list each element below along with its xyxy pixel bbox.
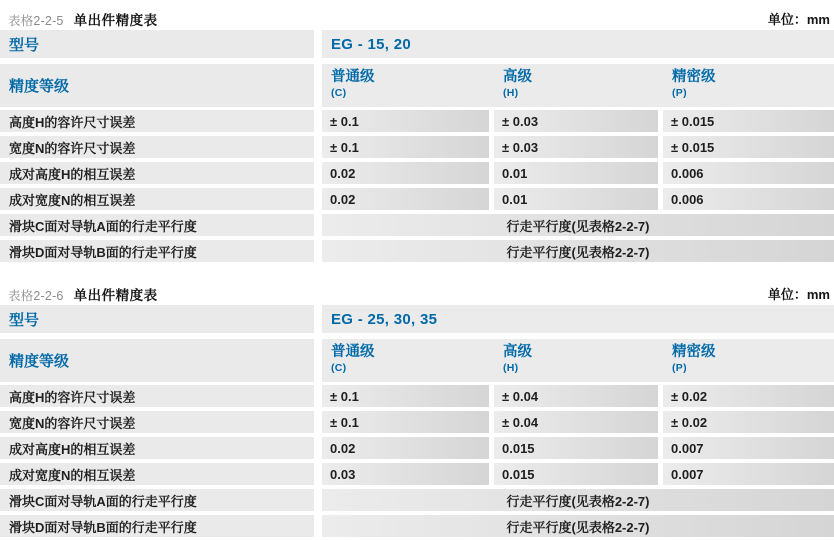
row-label: 宽度N的容许尺寸误差 xyxy=(0,411,314,433)
table-spacer xyxy=(0,266,834,281)
unit-note: 单位：mm xyxy=(767,12,830,27)
table-row-parallelism xyxy=(0,515,834,537)
value-cell-high: ± 0.04 xyxy=(494,411,658,433)
value-cell-precision: 0.007 xyxy=(663,463,834,485)
column-header-normal: 普通级 (C) xyxy=(331,69,375,99)
value-cell-precision: ± 0.02 xyxy=(663,385,834,407)
column-header-high: 高级 (H) xyxy=(503,344,532,374)
column-header-normal: 普通级 (C) xyxy=(331,344,375,374)
value-cell-high: ± 0.03 xyxy=(494,110,658,132)
table-row-parallelism xyxy=(0,489,834,511)
grade-header-row xyxy=(0,339,834,382)
table-row-parallelism xyxy=(0,240,834,262)
parallelism-span-cell: 行走平行度(见表格2-2-7) xyxy=(322,240,834,262)
value-cell-normal: ± 0.1 xyxy=(322,385,489,407)
parallelism-span-cell: 行走平行度(见表格2-2-7) xyxy=(322,515,834,537)
row-label: 宽度N的容许尺寸误差 xyxy=(0,136,314,158)
table-row xyxy=(0,437,834,459)
value-cell-precision: 0.006 xyxy=(663,188,834,210)
table-caption xyxy=(8,284,158,304)
spec-table-2-2-6 xyxy=(0,281,834,537)
row-label: 成对高度H的相互误差 xyxy=(0,162,314,184)
value-cell-normal: ± 0.1 xyxy=(322,411,489,433)
value-cell-normal: ± 0.1 xyxy=(322,110,489,132)
spec-table-2-2-5 xyxy=(0,6,834,262)
table-row xyxy=(0,188,834,210)
value-cell-precision: 0.006 xyxy=(663,162,834,184)
value-cell-high: ± 0.04 xyxy=(494,385,658,407)
value-cell-normal: 0.03 xyxy=(322,463,489,485)
table-row xyxy=(0,162,834,184)
grade-label: 精度等级 xyxy=(0,64,314,107)
parallelism-span-cell: 行走平行度(见表格2-2-7) xyxy=(322,214,834,236)
model-row xyxy=(0,305,834,333)
value-cell-high: ± 0.03 xyxy=(494,136,658,158)
value-cell-normal: 0.02 xyxy=(322,162,489,184)
parallelism-span-cell: 行走平行度(见表格2-2-7) xyxy=(322,489,834,511)
unit-note: 单位：mm xyxy=(767,287,830,302)
model-row xyxy=(0,30,834,58)
model-value: EG - 15, 20 xyxy=(322,30,834,58)
row-label: 成对宽度N的相互误差 xyxy=(0,188,314,210)
table-title: 单出件精度表 xyxy=(73,13,158,28)
value-cell-precision: ± 0.02 xyxy=(663,411,834,433)
table-tag: 表格2-2-6 xyxy=(8,289,64,303)
value-cell-high: 0.015 xyxy=(494,463,658,485)
grade-columns-cell xyxy=(322,64,834,107)
table-row xyxy=(0,385,834,407)
value-cell-precision: ± 0.015 xyxy=(663,136,834,158)
row-label: 滑块C面对导轨A面的行走平行度 xyxy=(0,214,314,236)
value-cell-high: 0.015 xyxy=(494,437,658,459)
value-cell-precision: ± 0.015 xyxy=(663,110,834,132)
row-label: 滑块D面对导轨B面的行走平行度 xyxy=(0,240,314,262)
row-label: 滑块C面对导轨A面的行走平行度 xyxy=(0,489,314,511)
row-label: 高度H的容许尺寸误差 xyxy=(0,110,314,132)
table-row xyxy=(0,136,834,158)
value-cell-normal: 0.02 xyxy=(322,437,489,459)
column-header-high: 高级 (H) xyxy=(503,69,532,99)
table-row xyxy=(0,110,834,132)
row-label: 成对高度H的相互误差 xyxy=(0,437,314,459)
table-row xyxy=(0,411,834,433)
model-label: 型号 xyxy=(0,305,314,333)
model-label: 型号 xyxy=(0,30,314,58)
grade-label: 精度等级 xyxy=(0,339,314,382)
table-title-row xyxy=(0,281,834,305)
table-row xyxy=(0,463,834,485)
column-header-precision: 精密级 (P) xyxy=(672,69,716,99)
value-cell-normal: ± 0.1 xyxy=(322,136,489,158)
model-value: EG - 25, 30, 35 xyxy=(322,305,834,333)
value-cell-high: 0.01 xyxy=(494,162,658,184)
row-label: 滑块D面对导轨B面的行走平行度 xyxy=(0,515,314,537)
value-cell-normal: 0.02 xyxy=(322,188,489,210)
row-label: 成对宽度N的相互误差 xyxy=(0,463,314,485)
grade-header-row xyxy=(0,64,834,107)
column-header-precision: 精密级 (P) xyxy=(672,344,716,374)
value-cell-high: 0.01 xyxy=(494,188,658,210)
table-caption xyxy=(8,9,158,29)
table-row-parallelism xyxy=(0,214,834,236)
table-title: 单出件精度表 xyxy=(73,288,158,303)
value-cell-precision: 0.007 xyxy=(663,437,834,459)
table-tag: 表格2-2-5 xyxy=(8,14,64,28)
table-title-row xyxy=(0,6,834,30)
grade-columns-cell xyxy=(322,339,834,382)
row-label: 高度H的容许尺寸误差 xyxy=(0,385,314,407)
